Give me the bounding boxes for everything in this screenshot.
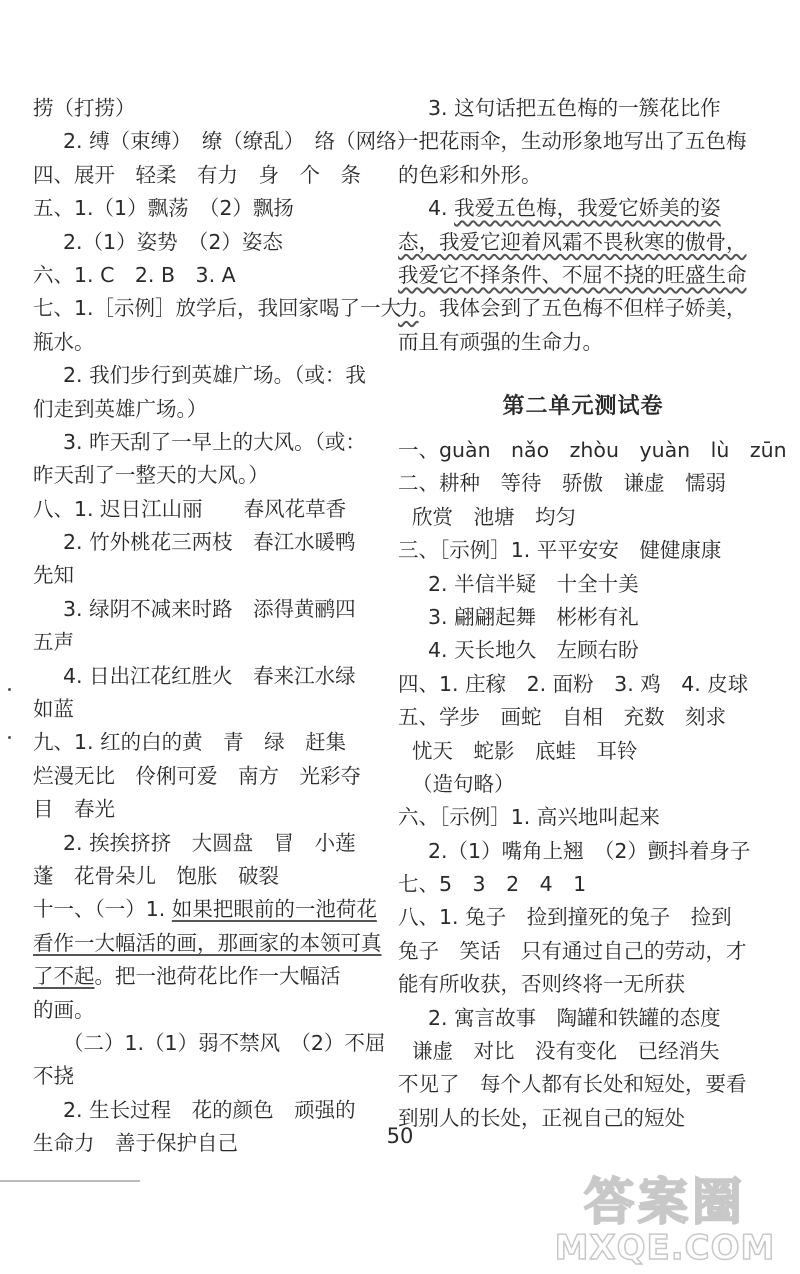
answer-line: 3. 绿阴不减来时路 添得黄鹂四 [63, 596, 356, 621]
section-title: 第二单元测试卷 [502, 394, 664, 419]
watermark [540, 1172, 790, 1270]
wavy-underlined-answer: 我爱五色梅，我爱它娇美的姿 [454, 196, 721, 221]
watermark-logo: 答案圈 [584, 1172, 746, 1231]
answer-line: 谦虚 对比 没有变化 已经消失 [412, 1039, 720, 1064]
answer-line: 2. 半信半疑 十全十美 [428, 571, 639, 596]
answer-line: 们走到英雄广场。） [33, 396, 208, 421]
answer-text: 十一、（一）1. [33, 897, 172, 922]
answer-line: 目 春光 [33, 797, 115, 822]
wavy-underlined-answer: 力 [398, 296, 419, 321]
wavy-underlined-answer: 我爱它不择条件、不屈不挠的旺盛生命 [398, 262, 747, 287]
answer-line: 先知 [33, 563, 74, 588]
answer-line: 的画。 [33, 997, 95, 1022]
answer-line: 一把花雨伞，生动形象地写出了五色梅 [398, 129, 747, 154]
answer-line: 五、学步 画蛇 自相 充数 刻求 [398, 705, 726, 730]
underlined-answer: 如果把眼前的一池荷花 [171, 897, 377, 922]
answer-line: 四、1. 庄稼 2. 面粉 3. 鸡 4. 皮球 [398, 671, 749, 696]
answer-line: 六、［示例］1. 高兴地叫起来 [398, 805, 660, 830]
answer-line: 2. 缚（束缚） 缭（缭乱） 络（网络） [63, 129, 418, 154]
answer-line [398, 192, 768, 225]
answer-line: 2.（1）嘴角上翘 （2）颤抖着身子 [428, 838, 751, 863]
answer-line: 五、1.（1）飘荡 （2）飘扬 [33, 196, 294, 221]
answer-line: 瓶水。 [33, 329, 95, 354]
underlined-answer: 看作一大幅活的画，那画家的本领可真 [33, 930, 382, 955]
answer-line: 3. 昨天刮了一早上的大风。（或： [63, 429, 366, 454]
answer-line: 蓬 花骨朵儿 饱胀 破裂 [33, 863, 279, 888]
answer-line: 兔子 笑话 只有通过自己的劳动，才 [398, 938, 747, 963]
answer-line: 2. 生长过程 花的颜色 顽强的 [63, 1097, 356, 1122]
scan-speck [8, 688, 11, 691]
answer-line: （二）1.（1）弱不禁风 （2）不屈 [63, 1030, 386, 1055]
right-column-lower [398, 434, 787, 1135]
page-number: 50 [386, 1124, 414, 1148]
answer-line [33, 927, 382, 960]
answer-line: 而且有顽强的生命力。 [398, 329, 603, 354]
answer-line: 捞（打捞） [33, 96, 136, 120]
footer-rule [0, 1180, 140, 1182]
answer-line: 烂漫无比 伶俐可爱 南方 光彩夺 [33, 763, 361, 788]
answer-line: 忧天 蛇影 底蛙 耳铃 [412, 738, 638, 763]
answer-line: 到别人的长处，正视自己的短处 [398, 1105, 685, 1130]
answer-line: 2. 寓言故事 陶罐和铁罐的态度 [428, 1005, 721, 1030]
answer-line: 4. 天长地久 左顾右盼 [428, 638, 639, 663]
answer-line: 2.（1）姿势 （2）姿态 [63, 229, 283, 254]
answer-line: 不挠 [33, 1064, 74, 1089]
answer-line: 2. 竹外桃花三两枝 春江水暖鸭 [63, 530, 356, 555]
right-column [398, 92, 768, 359]
watermark-url: MXQE.COM [554, 1228, 776, 1268]
wavy-underlined-answer: 态，我爱它迎着风霜不畏秋寒的傲骨， [398, 229, 747, 254]
answer-line: 2. 挨挨挤挤 大圆盘 冒 小莲 [63, 830, 356, 855]
answer-line: 八、1. 迟日江山丽 春风花草香 [33, 496, 347, 521]
answer-line [398, 259, 768, 292]
answer-line: 二、耕种 等待 骄傲 谦虚 懦弱 [398, 471, 726, 496]
answer-line: 3. 这句话把五色梅的一簇花比作 [428, 96, 721, 120]
answer-text: 4. [428, 196, 455, 221]
answer-line: 九、1. 红的白的黄 青 绿 赶集 [33, 730, 347, 755]
answer-line: 五声 [33, 630, 74, 655]
answer-line: 4. 日出江花红胜火 春来江水绿 [63, 663, 356, 688]
answer-line: 欣赏 池塘 均匀 [412, 504, 576, 529]
answer-line: 一、guàn nǎo zhòu yuàn lù zūn [398, 438, 787, 462]
scan-speck [8, 736, 11, 739]
answer-line: 3. 翩翩起舞 彬彬有礼 [428, 604, 639, 629]
answer-line: 不见了 每个人都有长处和短处，要看 [398, 1072, 747, 1097]
answer-line [398, 226, 768, 259]
answer-line [33, 893, 377, 926]
answer-line: 如蓝 [33, 697, 74, 722]
underlined-answer: 了不起 [33, 964, 95, 989]
answer-line [33, 960, 368, 993]
answer-line: 七、1.［示例］放学后，我回家喝了一大 [33, 296, 402, 321]
answer-line: 的色彩和外形。 [398, 162, 542, 187]
answer-line: 昨天刮了一整天的大风。） [33, 463, 269, 488]
answer-line: 七、5 3 2 4 1 [398, 872, 587, 897]
answer-line: 2. 我们步行到英雄广场。（或：我 [63, 363, 366, 388]
answer-text: 。我体会到了五色梅不但样子娇美， [418, 296, 747, 321]
answer-line: 三、［示例］1. 平平安安 健健康康 [398, 538, 722, 563]
answer-line: 四、展开 轻柔 有力 身 个 条 [33, 162, 361, 187]
answer-line: 六、1. C 2. B 3. A [33, 262, 236, 287]
answer-line: 生命力 善于保护自己 [33, 1131, 238, 1156]
answer-text: 。把一池荷花比作一大幅活 [94, 964, 341, 989]
answer-line: 能有所收获，否则终将一无所获 [398, 972, 685, 997]
answer-line: 八、1. 兔子 捡到撞死的兔子 捡到 [398, 905, 732, 930]
answer-line: （造句略） [412, 771, 515, 796]
answer-line [398, 292, 768, 325]
